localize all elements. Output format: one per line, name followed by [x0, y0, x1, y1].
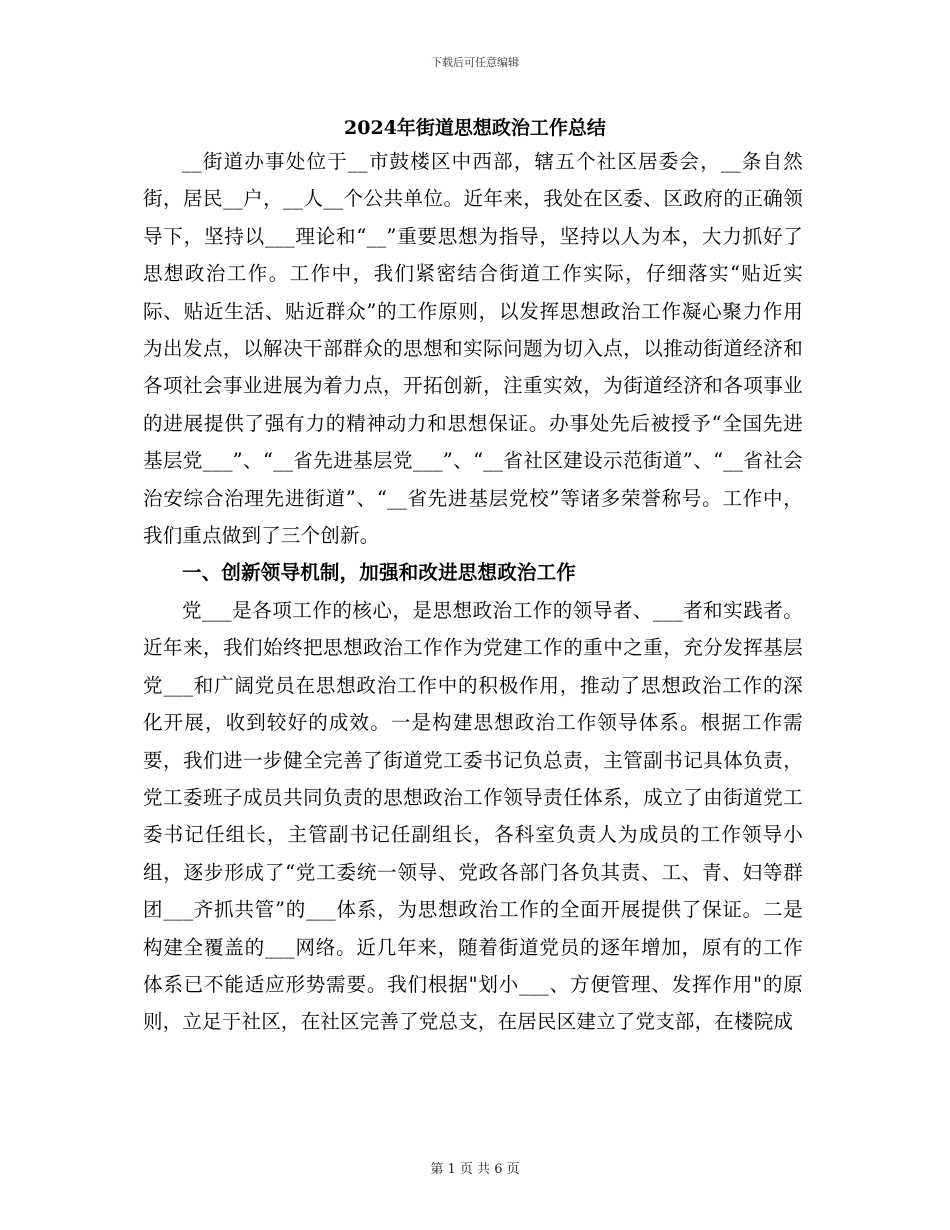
- section-heading-1: 一、创新领导机制，加强和改进思想政治工作: [182, 561, 577, 585]
- document-title: 2024年街道思想政治工作总结: [344, 117, 606, 139]
- header-note: 下载后可任意编辑: [431, 56, 519, 69]
- intro-paragraph: __街道办事处位于__市鼓楼区中西部，辖五个社区居委会，__条自然街，居民__户，__人__个公共单位。近年来，我处在区委、区政府的正确领导下，坚持以___理论和“__”重要思想为指导，坚持以人为本，大力抓好了思想政治工作。工作中，我们紧密结合街道工作实际，仔细落实“贴近实际、贴近生活、贴近群众”的工作原则，以发挥思想政治工作凝心聚力作用为出发点，以解决干部群众的思想和实际问题为切入点，以推动街道经济和各项社会事业进展为着力点，开拓创新，注重实效，为街道经济和各项事业的进展提供了强有力的精神动力和思想保证。办事处先后被授予“全国先进基层党___”、“__省先进基层党___”、“__省社区建设示范街道”、“__省社会治安综合治理先进街道”、“__省先进基层党校”等诸多荣誉称号。工作中，我们重点做到了三个创新。: [143, 150, 803, 548]
- section-paragraph-1: 党___是各项工作的核心，是思想政治工作的领导者、___者和实践者。近年来，我们始终把思想政治工作作为党建工作的重中之重，充分发挥基层党___和广阔党员在思想政治工作中的积极作用，推动了思想政治工作的深化开展，收到较好的成效。一是构建思想政治工作领导体系。根据工作需要，我们进一步健全完善了街道党工委书记负总责，主管副书记具体负责，党工委班子成员共同负责的思想政治工作领导责任体系，成立了由街道党工委书记任组长，主管副书记任副组长，各科室负责人为成员的工作领导小组，逐步形成了“党工委统一领导、党政各部门各负其责、工、青、妇等群团___齐抓共管”的___体系，为思想政治工作的全面开展提供了保证。二是构建全覆盖的___网络。近几年来，随着街道党员的逐年增加，原有的工作体系已不能适应形势需要。我们根据"划小___、方便管理、发挥作用"的原则，立足于社区，在社区完善了党总支，在居民区建立了党支部，在楼院成: [143, 598, 803, 1034]
- document-body: [143, 143, 803, 1041]
- page-number: 第 1 页 共 6 页: [430, 1162, 520, 1177]
